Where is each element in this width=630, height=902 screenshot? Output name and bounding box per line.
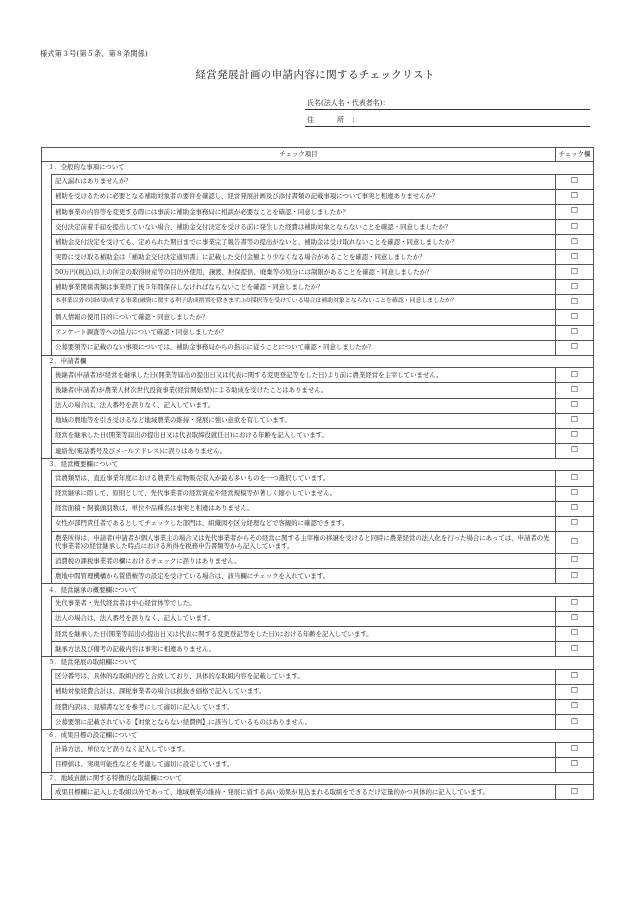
- row-indent: [42, 368, 52, 383]
- check-checkbox[interactable]: ☐: [556, 684, 594, 699]
- check-checkbox[interactable]: ☐: [556, 174, 594, 189]
- checklist-item-text: 記入漏れはありませんか？: [52, 174, 556, 189]
- check-checkbox[interactable]: ☐: [556, 340, 594, 355]
- checklist-item-text: 農業所得は、申請者(申請者が個人事業主の場合又は先代事業者からその経営に関する主宰権の移譲を受けると同時に農業経営の法人化を行った場合にあっては、申請者の先代事業者)の経営継承した時点における所得を税務申告書類等から記入しています。: [52, 531, 556, 553]
- section-row: [42, 355, 594, 368]
- row-indent: [42, 219, 52, 234]
- checklist-item-text: 補助対象経費合計は、課税事業者の場合は税抜き価格で記入しています。: [52, 684, 556, 699]
- checklist-item-text: 補助を受けるために必要となる補助対象者の要件を確認し、経営発展計画及び添付書類の記載事項について事実と相違ありませんか？: [52, 189, 556, 204]
- row-indent: [42, 501, 52, 516]
- section-heading: ２．申請者欄: [42, 355, 594, 368]
- row-indent: [42, 340, 52, 355]
- check-checkbox[interactable]: ☐: [556, 204, 594, 219]
- row-indent: [42, 204, 52, 219]
- checklist-item-text: 区分番号は、具体的な取組内容と合致しており、具体的な取組内容を記載しています。: [52, 669, 556, 684]
- check-checkbox[interactable]: ☐: [556, 234, 594, 249]
- row-indent: [42, 669, 52, 684]
- checklist-item: [42, 280, 594, 295]
- row-indent: [42, 383, 52, 398]
- checklist-item-text: 個人情報の使用目的について確認・同意しましたか？: [52, 310, 556, 325]
- section-row: [42, 162, 594, 175]
- row-indent: [42, 611, 52, 626]
- table-header-row: [42, 148, 594, 162]
- check-checkbox[interactable]: ☐: [556, 250, 594, 265]
- column-header-item: チェック項目: [42, 148, 556, 162]
- row-indent: [42, 234, 52, 249]
- checklist-item-text: 消費税の課税事業者の欄におけるチェックに誤りはありません。: [52, 553, 556, 568]
- check-checkbox[interactable]: ☐: [556, 531, 594, 553]
- row-indent: [42, 516, 52, 531]
- checklist-item-text: アンケート調査等への協力について確認・同意しましたか？: [52, 325, 556, 340]
- check-checkbox[interactable]: ☐: [556, 742, 594, 757]
- checklist-item-text: 経費内訳は、見積書などを参考にして適切に記入しています。: [52, 699, 556, 714]
- checklist-item: [42, 325, 594, 340]
- check-checkbox[interactable]: ☐: [556, 757, 594, 772]
- checklist-item: [42, 553, 594, 568]
- checklist-item-text: 営農類型は、直近事業年度における農業生産物販売収入が最も多いものを一つ選択しています。: [52, 471, 556, 486]
- checklist-item: [42, 340, 594, 355]
- checklist-item-text: 農地中間管理機構から賃借権等の設定を受けている場合は、該当欄にチェックを入れています。: [52, 568, 556, 583]
- checklist-item: [42, 626, 594, 641]
- checklist-item: [42, 669, 594, 684]
- checklist-item-text: 交付決定前着手届を提出していない場合、補助金交付決定を受ける前に発生した経費は補助対象とならないことを確認・同意しましたか？: [52, 219, 556, 234]
- row-indent: [42, 398, 52, 413]
- checklist-item: [42, 596, 594, 611]
- checklist-item-text: 公募要領に記載されている【対象とならない経費例】に該当しているものはありません。: [52, 714, 556, 729]
- row-indent: [42, 531, 52, 553]
- checklist-item: [42, 234, 594, 249]
- checklist-item: [42, 398, 594, 413]
- checklist-item-text: 経営を継承した日(開業等届出の提出日又は代表に関する変更登記等をした日)における年齢を記入しています。: [52, 626, 556, 641]
- row-indent: [42, 641, 52, 656]
- check-checkbox[interactable]: ☐: [556, 471, 594, 486]
- check-checkbox[interactable]: ☐: [556, 553, 594, 568]
- section-row: [42, 584, 594, 597]
- row-indent: [42, 714, 52, 729]
- check-checkbox[interactable]: ☐: [556, 669, 594, 684]
- checklist-item: [42, 295, 594, 310]
- checklist-item: [42, 699, 594, 714]
- checklist-item: [42, 611, 594, 626]
- applicant-name-field[interactable]: [305, 96, 590, 110]
- check-checkbox[interactable]: ☐: [556, 295, 594, 310]
- check-checkbox[interactable]: ☐: [556, 280, 594, 295]
- row-indent: [42, 295, 52, 310]
- checklist-item-text: 法人の場合は、法人番号を誤りなく、記入しています。: [52, 611, 556, 626]
- check-checkbox[interactable]: ☐: [556, 219, 594, 234]
- checklist-item-text: 経営を継承した日(開業等届出の提出日又は代表取締役就任日)における年齢を記入しています。: [52, 428, 556, 443]
- checklist-item-text: 後継者(申請者)が農業人材次世代投資事業(経営開始型)による助成を受けたことはありません。: [52, 383, 556, 398]
- section-row: [42, 657, 594, 670]
- check-checkbox[interactable]: ☐: [556, 699, 594, 714]
- check-checkbox[interactable]: ☐: [556, 368, 594, 383]
- checklist-item: [42, 714, 594, 729]
- check-checkbox[interactable]: ☐: [556, 189, 594, 204]
- check-checkbox[interactable]: ☐: [556, 383, 594, 398]
- section-row: [42, 772, 594, 785]
- checklist-item-text: 計算方法、単位など誤りなく記入しています。: [52, 742, 556, 757]
- section-heading: ５．経営発展の取組欄について: [42, 657, 594, 670]
- row-indent: [42, 280, 52, 295]
- checklist-item-text: 後継者(申請者)が経営を継承した日(開業等届出の提出日又は代表に関する変更登記等をした日)より前に農業経営を主宰していません。: [52, 368, 556, 383]
- row-indent: [42, 742, 52, 757]
- row-indent: [42, 265, 52, 280]
- checklist-item: [42, 443, 594, 458]
- checklist-item-text: 連絡先(電話番号及びメールアドレス)に誤りはありません。: [52, 443, 556, 458]
- check-checkbox[interactable]: ☐: [556, 611, 594, 626]
- checklist-item: [42, 684, 594, 699]
- applicant-address-field[interactable]: [305, 113, 590, 127]
- check-checkbox[interactable]: ☐: [556, 398, 594, 413]
- page-title: 経営発展計画の申請内容に関するチェックリスト: [195, 69, 435, 81]
- checklist-item-text: 地域の農地等を引き受けるなど地域農業の維持・発展に強い意欲を有しています。: [52, 413, 556, 428]
- checklist-item: [42, 250, 594, 265]
- checklist-item: [42, 413, 594, 428]
- section-heading: ７．地域貢献に関する特徴的な取組欄について: [42, 772, 594, 785]
- section-heading: ３．経営概要欄について: [42, 458, 594, 471]
- section-row: [42, 729, 594, 742]
- checklist-item: [42, 742, 594, 757]
- checklist-item: [42, 368, 594, 383]
- checklist-item-text: 本事業以外の国が助成する事業(融資に関する利子助成措置を除きます。)の採択等を受けている場合は補助対象とならないことを確認・同意しましたか？: [52, 295, 556, 310]
- checklist-item-text: 継承方法及び備考の記載内容は事実に相違ありません。: [52, 641, 556, 656]
- checklist-item-text: 目標値は、実現可能性などを考慮して適切に設定しています。: [52, 757, 556, 772]
- row-indent: [42, 486, 52, 501]
- check-checkbox[interactable]: ☐: [556, 265, 594, 280]
- row-indent: [42, 699, 52, 714]
- section-heading: ６．成果目標の設定欄について: [42, 729, 594, 742]
- check-checkbox[interactable]: ☐: [556, 626, 594, 641]
- row-indent: [42, 568, 52, 583]
- check-checkbox[interactable]: ☐: [556, 413, 594, 428]
- check-checkbox[interactable]: ☐: [556, 596, 594, 611]
- checklist-item: [42, 785, 594, 800]
- row-indent: [42, 471, 52, 486]
- row-indent: [42, 174, 52, 189]
- checklist-item: [42, 310, 594, 325]
- row-indent: [42, 325, 52, 340]
- checklist-item: [42, 189, 594, 204]
- row-indent: [42, 310, 52, 325]
- checklist-item-text: 経営面積・飼養頭羽数は、単位や品種名は事実と相違はありません。: [52, 501, 556, 516]
- checklist-item-text: 先代事業者・先代経営者は中心経営体等でした。: [52, 596, 556, 611]
- checklist-table: [41, 147, 594, 800]
- checklist-item-text: 50万円(税込)以上の所定の取得財産等の目的外使用、譲渡、担保提供、廃棄等の処分には制限があることを確認・同意しましたか？: [52, 265, 556, 280]
- row-indent: [42, 428, 52, 443]
- checklist-item-text: 補助事業関係書類は事業終了後５年間保存しなければならないことを確認・同意しましたか？: [52, 280, 556, 295]
- checklist-item: [42, 757, 594, 772]
- checklist-item: [42, 383, 594, 398]
- check-checkbox[interactable]: ☐: [556, 785, 594, 800]
- checklist-item-text: 補助金交付決定を受けても、定められた期日までに事業完了報告書等の提出がないと、補助金は受け取れないことを確認・同意しましたか？: [52, 234, 556, 249]
- check-checkbox[interactable]: ☐: [556, 641, 594, 656]
- check-checkbox[interactable]: ☐: [556, 443, 594, 458]
- row-indent: [42, 413, 52, 428]
- checklist-item: [42, 568, 594, 583]
- checklist-item-text: 女性が部門責任者であるとしてチェックした部門は、組織図や区分経理などで客観的に確認できます。: [52, 516, 556, 531]
- checklist-item-text: 経営継承に際して、原則として、先代事業者の経営資産や経営規模等が著しく縮小していません。: [52, 486, 556, 501]
- check-checkbox[interactable]: ☐: [556, 428, 594, 443]
- checklist-item: [42, 516, 594, 531]
- checklist-item-text: 補助事業の内容等を変更する際には事前に補助金事務局に相談が必要なことを確認・同意しましたか？: [52, 204, 556, 219]
- checklist-item: [42, 204, 594, 219]
- checklist-item: [42, 219, 594, 234]
- section-row: [42, 458, 594, 471]
- row-indent: [42, 553, 52, 568]
- check-checkbox[interactable]: ☐: [556, 516, 594, 531]
- row-indent: [42, 443, 52, 458]
- row-indent: [42, 757, 52, 772]
- checklist-item: [42, 174, 594, 189]
- row-indent: [42, 250, 52, 265]
- checklist-item-text: 法人の場合は、法人番号を誤りなく、記入しています。: [52, 398, 556, 413]
- checklist-item: [42, 501, 594, 516]
- row-indent: [42, 626, 52, 641]
- checklist-item: [42, 641, 594, 656]
- check-checkbox[interactable]: ☐: [556, 325, 594, 340]
- row-indent: [42, 596, 52, 611]
- applicant-name-label: 氏名(法人名・代表者名)：: [307, 99, 390, 107]
- section-heading: １．全般的な事項について: [42, 162, 594, 175]
- checklist-item: [42, 486, 594, 501]
- checklist-item: [42, 531, 594, 553]
- checklist-item-text: 公募要領等に記載のない事項については、補助金事務局からの指示に従うことについて確認・同意しましたか？: [52, 340, 556, 355]
- section-heading: ４．経営継承の概要欄について: [42, 584, 594, 597]
- row-indent: [42, 189, 52, 204]
- checklist-item: [42, 265, 594, 280]
- checklist-item-text: 実際に受け取る補助金は「補助金交付決定通知書」に記載した交付金額より少なくなる場合があることを確認・同意しましたか？: [52, 250, 556, 265]
- check-checkbox[interactable]: ☐: [556, 501, 594, 516]
- checklist-item-text: 成果目標欄に記入した取組以外であって、地域農業の維持・発展に資する高い効果が見込まれる取組をできるだけ定量的かつ具体的に記入しています。: [52, 785, 556, 800]
- applicant-address-label: 住 所：: [307, 116, 367, 124]
- form-number: 様式第３号(第５条、第８条関係): [40, 49, 148, 58]
- row-indent: [42, 684, 52, 699]
- row-indent: [42, 785, 52, 800]
- check-checkbox[interactable]: ☐: [556, 310, 594, 325]
- check-checkbox[interactable]: ☐: [556, 568, 594, 583]
- checklist-body: [42, 162, 594, 800]
- check-checkbox[interactable]: ☐: [556, 714, 594, 729]
- checklist-item: [42, 428, 594, 443]
- checklist-item: [42, 471, 594, 486]
- check-checkbox[interactable]: ☐: [556, 486, 594, 501]
- column-header-check: チェック欄: [556, 148, 594, 162]
